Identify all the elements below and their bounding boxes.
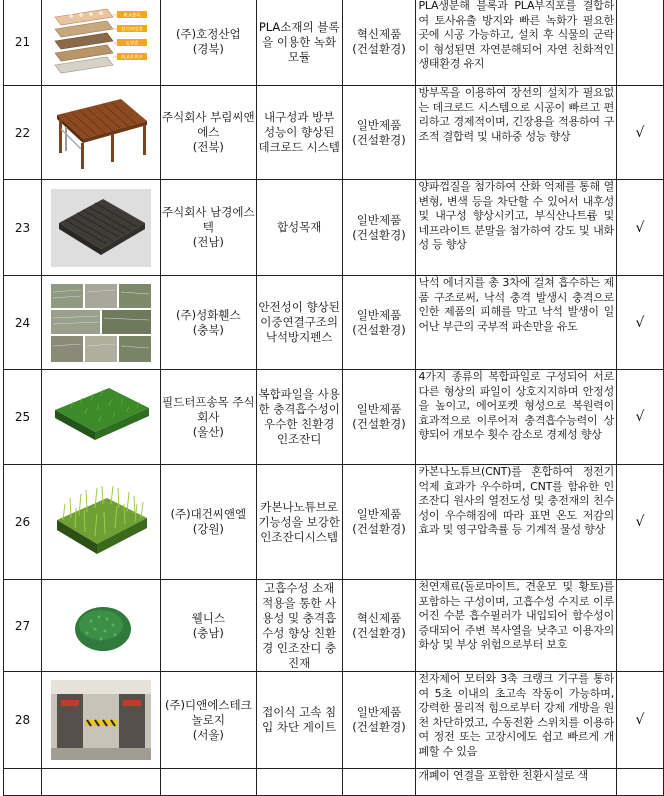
- pla-layer-diagram-image: [51, 5, 151, 79]
- product-description: 방부목을 이용하여 장선의 설치가 필요없는 데크로드 시스템으로 시공이 빠르고 편리하고 경제적이며, 긴장용을 적용하여 구조적 결합력 및 내하중 성능 향상: [416, 86, 617, 180]
- product-image: [41, 672, 160, 769]
- check-mark: √: [617, 180, 664, 276]
- layer-label: PLA부직포: [121, 55, 143, 61]
- company-cell: [160, 86, 256, 180]
- product-description: 개폐이 연결을 포함한 친환시설로 색: [416, 769, 617, 796]
- product-field: (건설환경): [352, 227, 406, 242]
- company-region: (전북): [192, 140, 224, 154]
- check-mark: [617, 580, 664, 672]
- product-name: 합성목재: [256, 180, 342, 276]
- check-mark: [617, 769, 664, 796]
- product-name: 안전성이 향상된 이중연결구조의 낙석방지펜스: [256, 276, 342, 370]
- row-number: 27: [4, 580, 42, 672]
- product-type: 혁신제품: [356, 27, 402, 41]
- product-image: [41, 580, 160, 672]
- product-description: 양파껍질을 첨가하여 산화 억제를 통해 열변형, 변색 등을 차단할 수 있어서 내후성 및 내구성 향상시키고, 부식산나트륨 및 네프라이트 분말을 첨가하여 강도 및 내화성 등 향상: [416, 180, 617, 276]
- product-image: [41, 276, 160, 370]
- table-row: [4, 86, 664, 180]
- product-field: (건설환경): [352, 522, 406, 536]
- green-granules-image: [51, 589, 151, 663]
- product-type: 일반제품: [356, 307, 402, 322]
- company-region: (충북): [192, 322, 224, 337]
- product-image: [41, 465, 160, 580]
- product-name: 고흡수성 소재 적용을 통한 사용성 및 충격흡수성 향상 친환경 인조잔디 충진재: [256, 580, 342, 672]
- product-name: 카본나노튜브로 기능성을 보강한 인조잔디시스템: [256, 465, 342, 580]
- company-name: (주)성화휀스: [176, 307, 241, 322]
- table-row: [4, 0, 664, 86]
- product-type: 일반제품: [356, 402, 402, 416]
- row-number: 26: [4, 465, 42, 580]
- company-region: (강원): [192, 522, 224, 536]
- company-cell: [160, 580, 256, 672]
- product-name: 내구성과 방부 성능이 향상된 데크로드 시스템: [256, 86, 342, 180]
- artificial-turf-sample-image: [51, 380, 151, 454]
- product-description: 전자제어 모터와 3축 크랭크 기구를 통하여 5초 이내의 초고속 작동이 가능하며, 강력한 물리적 힘으로부터 강제 개방을 원천 차단하였고, 수동전환 스위치를 이용하여 정전 또는 고장시에도 쉽고 빠르게 개폐할 수 있음: [416, 672, 617, 769]
- layer-label: 잔디씨앗층: [121, 27, 143, 33]
- row-number: 25: [4, 370, 42, 465]
- product-field: (건설환경): [352, 132, 406, 147]
- product-type: 일반제품: [356, 117, 402, 132]
- company-region: (서울): [192, 727, 224, 742]
- product-image: [41, 0, 160, 86]
- row-number: 22: [4, 86, 42, 180]
- check-mark: √: [617, 276, 664, 370]
- product-image: [41, 769, 160, 796]
- type-cell: [342, 180, 416, 276]
- product-field: (건설환경): [352, 42, 406, 56]
- synthetic-wood-tile-image: [51, 189, 151, 267]
- product-type: 일반제품: [356, 212, 402, 227]
- company-cell: [160, 180, 256, 276]
- deck-structure-image: [51, 93, 151, 173]
- check-mark: √: [617, 86, 664, 180]
- cnt-turf-sample-image: [51, 474, 151, 570]
- row-number: 21: [4, 0, 42, 86]
- type-cell: [342, 769, 416, 796]
- product-name: [256, 769, 342, 796]
- table-row: [4, 769, 664, 796]
- table-row: [4, 580, 664, 672]
- product-image: [41, 86, 160, 180]
- table-row: [4, 465, 664, 580]
- product-table: [3, 0, 664, 796]
- product-type: 일반제품: [356, 705, 402, 719]
- type-cell: [342, 86, 416, 180]
- type-cell: [342, 0, 416, 86]
- company-name: (주)대건씨앤엘: [170, 507, 247, 521]
- product-name: 접이식 고속 침입 차단 게이트: [256, 672, 342, 769]
- product-name: 복합파일을 사용한 충격흡수성이 우수한 친환경 인조잔디: [256, 370, 342, 465]
- folding-gate-photo-image: [51, 680, 151, 760]
- product-description: 낙석 에너지를 총 3차에 걸쳐 흡수하는 제품 구조로써, 낙석 충격 발생시 충격으로 인한 제품의 피해를 막고 낙석 발생이 일어난 부근의 국부적 파손만을 유도: [416, 276, 617, 370]
- company-cell: [160, 769, 256, 796]
- company-name: 필드터프송목 주식회사: [162, 394, 255, 424]
- product-image: [41, 180, 160, 276]
- table-row: [4, 180, 664, 276]
- company-name: 웰니스: [191, 610, 225, 625]
- row-number: 24: [4, 276, 42, 370]
- check-mark: √: [617, 672, 664, 769]
- company-cell: [160, 0, 256, 86]
- product-field: (건설환경): [352, 322, 406, 337]
- company-region: (전남): [192, 235, 224, 249]
- product-description: PLA생분해 블록과 PLA부직포를 결합하여 토사유출 방지와 빠른 녹화가 필요한 곳에 시공 가능하고, 설치 후 식물의 군락이 형성된면 자연분해되어 자연 친화적인 생태환경 유지: [416, 0, 617, 86]
- company-cell: [160, 276, 256, 370]
- type-cell: [342, 580, 416, 672]
- layer-label: PLA블록: [123, 13, 141, 19]
- product-name: PLA소재의 블록을 이용한 녹화모듈: [256, 0, 342, 86]
- row-number: [4, 769, 42, 796]
- product-image: [41, 370, 160, 465]
- check-mark: √: [617, 465, 664, 580]
- product-field: (건설환경): [352, 625, 406, 640]
- check-mark: [617, 0, 664, 86]
- row-number: 28: [4, 672, 42, 769]
- company-name: (주)디앤에스테크놀로지: [164, 697, 252, 727]
- product-field: (건설환경): [352, 720, 406, 734]
- company-region: (울산): [192, 424, 224, 439]
- type-cell: [342, 465, 416, 580]
- product-description: 4가지 종류의 복합파일로 구성되어 서로 다른 형상의 파일이 상호지지하며 안정성을 높이고, 에어포켓 형성으로 복원력이 효과적으로 이루어져 충격흡수능력이 상향되어 개보수 횟수 감소로 경제성 향상: [416, 370, 617, 465]
- company-name: 주식회사 남경에스텍: [162, 205, 255, 234]
- table-row: [4, 370, 664, 465]
- product-field: (건설환경): [352, 417, 406, 431]
- check-mark: √: [617, 370, 664, 465]
- company-cell: [160, 465, 256, 580]
- company-region: (경북): [192, 42, 224, 56]
- company-cell: [160, 370, 256, 465]
- company-cell: [160, 672, 256, 769]
- layer-label: 토양층: [125, 41, 139, 47]
- product-description: 천연재료(돌로마이트, 견운모 및 황토)를 포함하는 구성이며, 고흡수성 수지로 이루어진 수분 흡수필러가 내입되어 함수성이 증대되어 주변 복사열을 낮추고 이용자의 화상 및 부상 위험으로부터 보호: [416, 580, 617, 672]
- type-cell: [342, 672, 416, 769]
- product-type: 혁신제품: [356, 610, 402, 625]
- company-name: 주식회사 부림씨앤에스: [162, 110, 255, 139]
- type-cell: [342, 276, 416, 370]
- table-row: [4, 672, 664, 769]
- company-name: (주)호정산업: [176, 27, 241, 41]
- rockfall-fence-photos-image: [51, 284, 151, 362]
- company-region: (충남): [192, 625, 224, 640]
- table-row: [4, 276, 664, 370]
- product-description: 카본나노튜브(CNT)를 혼합하여 정전기 억제 효과가 우수하며, CNT를 함유한 인조잔디 원사의 열전도성 및 충전재의 친수성이 우수해짐에 따라 표면 온도 저감의 효과 및 영구압축률 등 기계적 물성 향상: [416, 465, 617, 580]
- row-number: 23: [4, 180, 42, 276]
- type-cell: [342, 370, 416, 465]
- product-type: 일반제품: [356, 507, 402, 521]
